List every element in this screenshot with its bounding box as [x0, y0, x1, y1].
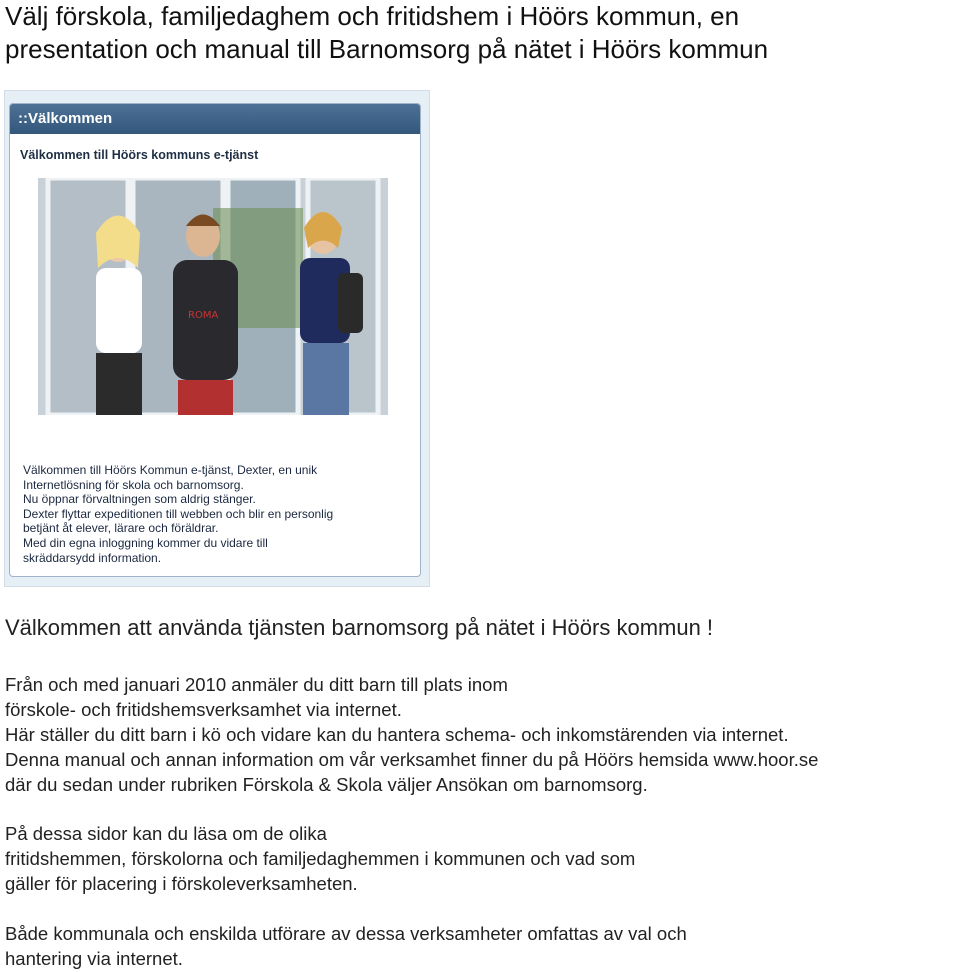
title-line: presentation och manual till Barnomsorg på nätet i Höörs kommun	[5, 34, 769, 64]
paragraph-line: Både kommunala och enskilda utförare av dessa verksamheter omfattas av val och	[5, 923, 687, 944]
paragraph-providers	[5, 921, 687, 971]
paragraph-line: fritidshemmen, förskolorna och familjedaghemmen i kommunen och vad som	[5, 848, 636, 869]
intro-line: skräddarsydd information.	[23, 550, 162, 565]
paragraph-line: Från och med januari 2010 anmäler du ditt barn till plats inom	[5, 674, 508, 695]
intro-text	[23, 463, 413, 565]
paragraph-registration	[5, 672, 818, 797]
panel-subtitle: Välkommen till Höörs kommuns e-tjänst	[20, 148, 259, 162]
students-photo-illustration	[38, 178, 388, 415]
paragraph-line: På dessa sidor kan du läsa om de olika	[5, 823, 327, 844]
paragraph-line: Här ställer du ditt barn i kö och vidare kan du hantera schema- och inkomstärenden via internet.	[5, 724, 789, 745]
svg-text:ROMA: ROMA	[188, 310, 219, 321]
paragraph-line: där du sedan under rubriken Förskola & Skola väljer Ansökan om barnomsorg.	[5, 774, 648, 795]
panel-header: ::Välkommen	[10, 104, 420, 134]
welcome-panel	[9, 103, 421, 577]
intro-line: Internetlösning för skola och barnomsorg.	[23, 477, 244, 492]
eservice-screenshot	[4, 90, 430, 587]
paragraph-information	[5, 821, 635, 896]
intro-line: Dexter flyttar expeditionen till webben och blir en personlig	[23, 506, 334, 521]
paragraph-line: Denna manual och annan information om vår verksamhet finner du på Höörs hemsida www.hoor.se	[5, 749, 819, 770]
intro-line: Med din egna inloggning kommer du vidare till	[23, 535, 268, 550]
students-photo	[38, 178, 388, 415]
paragraph-line: gäller för placering i förskoleverksamheten.	[5, 873, 358, 894]
paragraph-line: hantering via internet.	[5, 948, 183, 969]
intro-line: betjänt åt elever, lärare och föräldrar.	[23, 521, 219, 536]
welcome-heading: Välkommen att använda tjänsten barnomsorg på nätet i Höörs kommun !	[5, 615, 714, 640]
document-title	[5, 0, 945, 66]
intro-line: Nu öppnar förvaltningen som aldrig stänger.	[23, 492, 256, 507]
paragraph-line: förskole- och fritidshemsverksamhet via internet.	[5, 699, 402, 720]
intro-line: Välkommen till Höörs Kommun e-tjänst, Dexter, en unik	[23, 463, 318, 477]
title-line: Välj förskola, familjedaghem och fritidshem i Höörs kommun, en	[5, 1, 740, 31]
